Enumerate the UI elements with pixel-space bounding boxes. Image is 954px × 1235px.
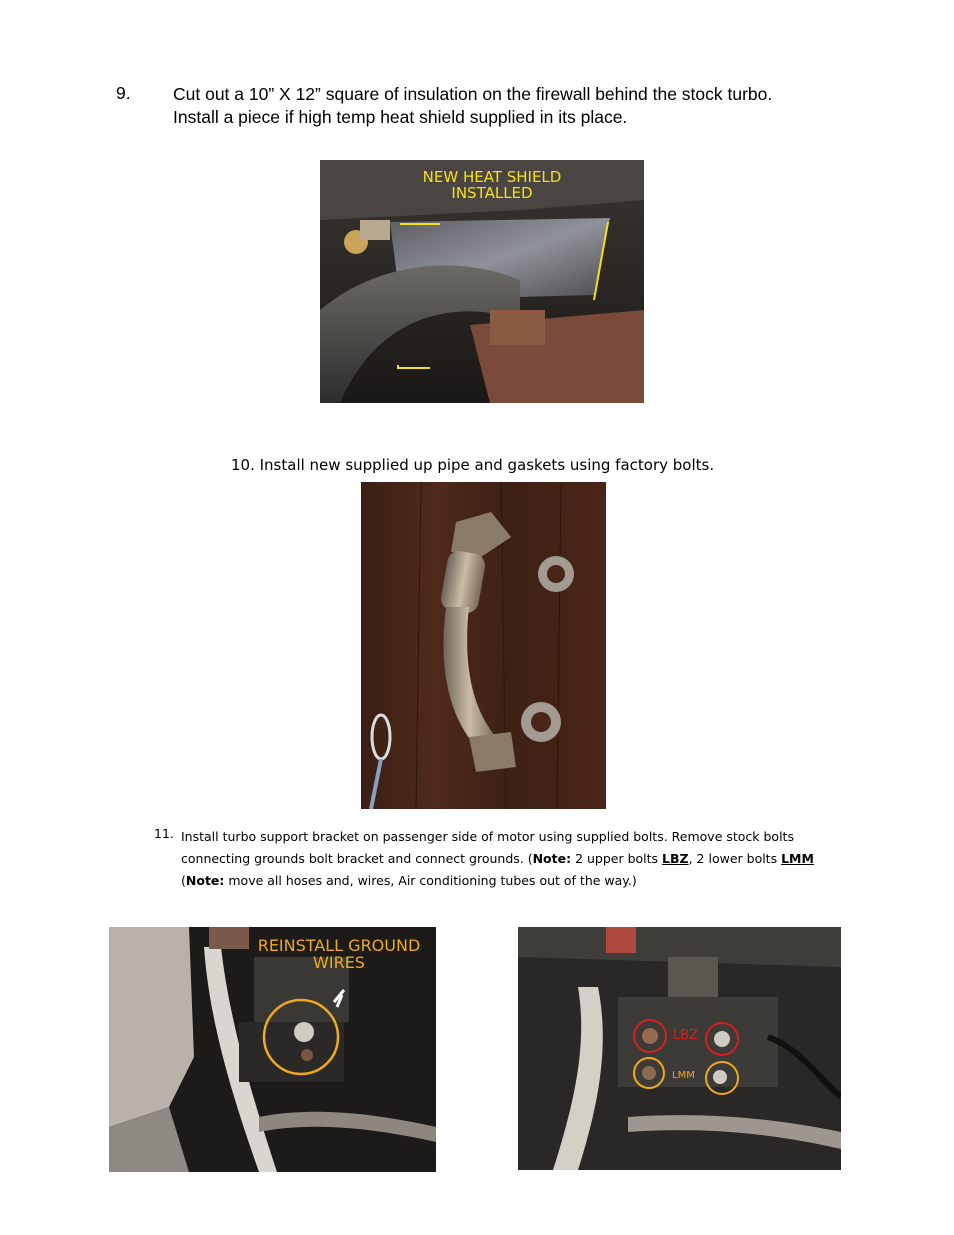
heat-shield-caption-line-1: NEW HEAT SHIELD: [422, 168, 562, 186]
step-11-line-1: Install turbo support bracket on passenger side of motor using supplied bolts. Remove stock bolts: [181, 829, 794, 844]
bolt-locations-photo: [518, 927, 841, 1170]
step-11-line-2: connecting grounds bolt bracket and connect grounds. (Note: 2 upper bolts LBZ, 2 lower bolts LMM: [181, 851, 814, 866]
step-9-number: 9.: [116, 83, 131, 103]
step-11-text: [181, 826, 861, 892]
heat-shield-caption: [320, 169, 644, 201]
step-9-line-1: Cut out a 10” X 12” square of insulation on the firewall behind the stock turbo.: [173, 84, 773, 104]
bolt-label-lmm: LMM: [672, 1070, 695, 1081]
bolt-label-lbz: LBZ: [673, 1028, 699, 1043]
ground-wires-caption-line-1: REINSTALL GROUND: [257, 936, 421, 955]
step-11-number: 11.: [154, 826, 174, 841]
ground-wires-caption-line-2: WIRES: [313, 953, 365, 972]
ground-wires-photo: [109, 927, 436, 1172]
lmm-label: LMM: [781, 851, 814, 866]
up-pipe-photo: [361, 482, 606, 809]
heat-shield-photo: [320, 160, 644, 403]
heat-shield-caption-line-2: INSTALLED: [451, 184, 533, 202]
step-11-line-3: (Note: move all hoses and, wires, Air conditioning tubes out of the way.): [181, 873, 637, 888]
step-9-text: [173, 83, 853, 129]
step-9-line-2: Install a piece if high temp heat shield supplied in its place.: [173, 107, 628, 127]
lbz-label: LBZ: [662, 851, 689, 866]
ground-wires-caption: [244, 937, 434, 971]
step-10-text: 10. Install new supplied up pipe and gaskets using factory bolts.: [231, 456, 715, 474]
